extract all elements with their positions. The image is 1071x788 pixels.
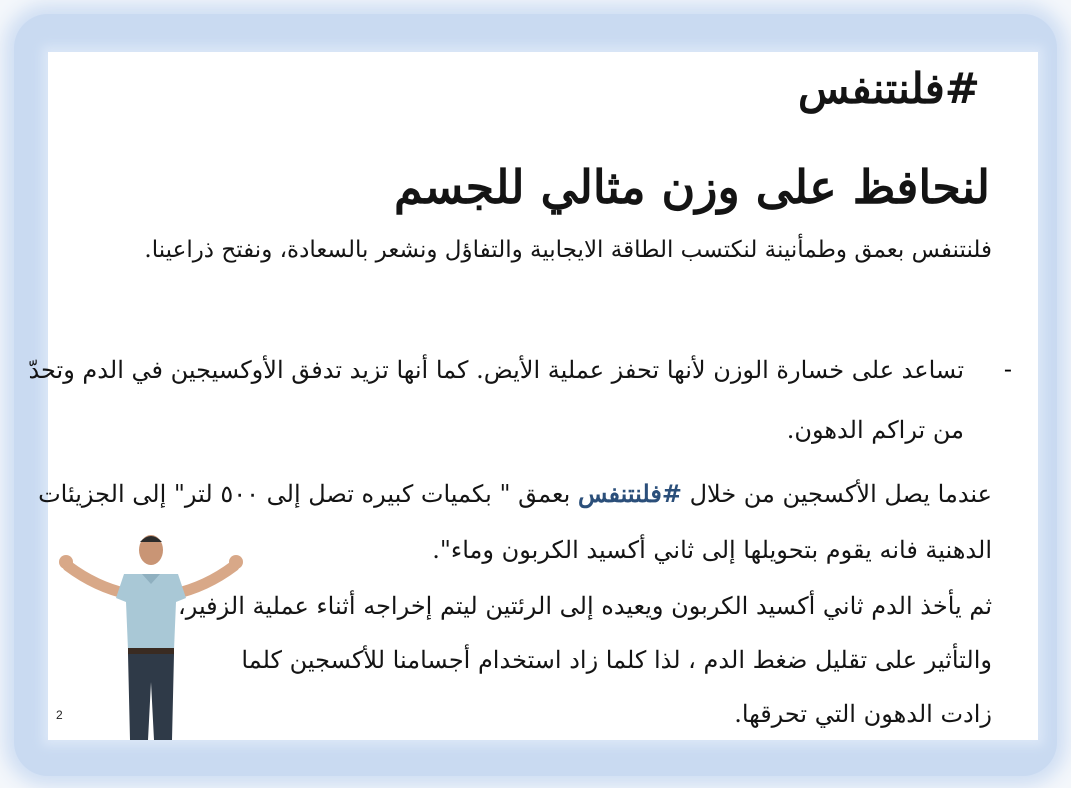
paragraph-text: بعمق " بكميات كبيره تصل إلى ٥٠٠ لتر" إلى الجزيئات bbox=[38, 480, 578, 508]
paragraph-line-1 bbox=[38, 472, 992, 516]
man-with-open-arms-illustration bbox=[56, 532, 246, 742]
paragraph-line-2: الدهنية فانه يقوم بتحويلها إلى ثاني أكسيد الكربون وماء". bbox=[432, 536, 992, 564]
paragraph-line-4: والتأثير على تقليل ضغط الدم ، لذا كلما زاد استخدام أجسامنا للأكسجين كلما bbox=[241, 646, 992, 674]
hashtag-inline: #فلنتنفس bbox=[577, 479, 682, 508]
slide-title: لنحافظ على وزن مثالي للجسم bbox=[393, 160, 990, 214]
bullet-line-1: تساعد على خسارة الوزن لأنها تحفز عملية الأيض. كما أنها تزيد تدفق الأوكسيجين في الدم وتحدّ bbox=[28, 356, 964, 384]
bullet-marker: - bbox=[1003, 355, 1012, 383]
hashtag-heading: #فلنتنفس bbox=[798, 64, 980, 113]
slide bbox=[28, 52, 1038, 740]
page-number: 2 bbox=[56, 708, 63, 722]
paragraph-line-5: زادت الدهون التي تحرقها. bbox=[734, 700, 992, 728]
bullet-line-2: من تراكم الدهون. bbox=[786, 416, 964, 444]
paragraph-text: عندما يصل الأكسجين من خلال bbox=[681, 480, 992, 508]
intro-text: فلنتنفس بعمق وطمأنينة لنكتسب الطاقة الايجابية والتفاؤل ونشعر بالسعادة، ونفتح ذراعينا. bbox=[144, 237, 992, 263]
paragraph-line-3: ثم يأخذ الدم ثاني أكسيد الكربون ويعيده إلى الرئتين ليتم إخراجه أثناء عملية الزفير، bbox=[177, 592, 992, 620]
